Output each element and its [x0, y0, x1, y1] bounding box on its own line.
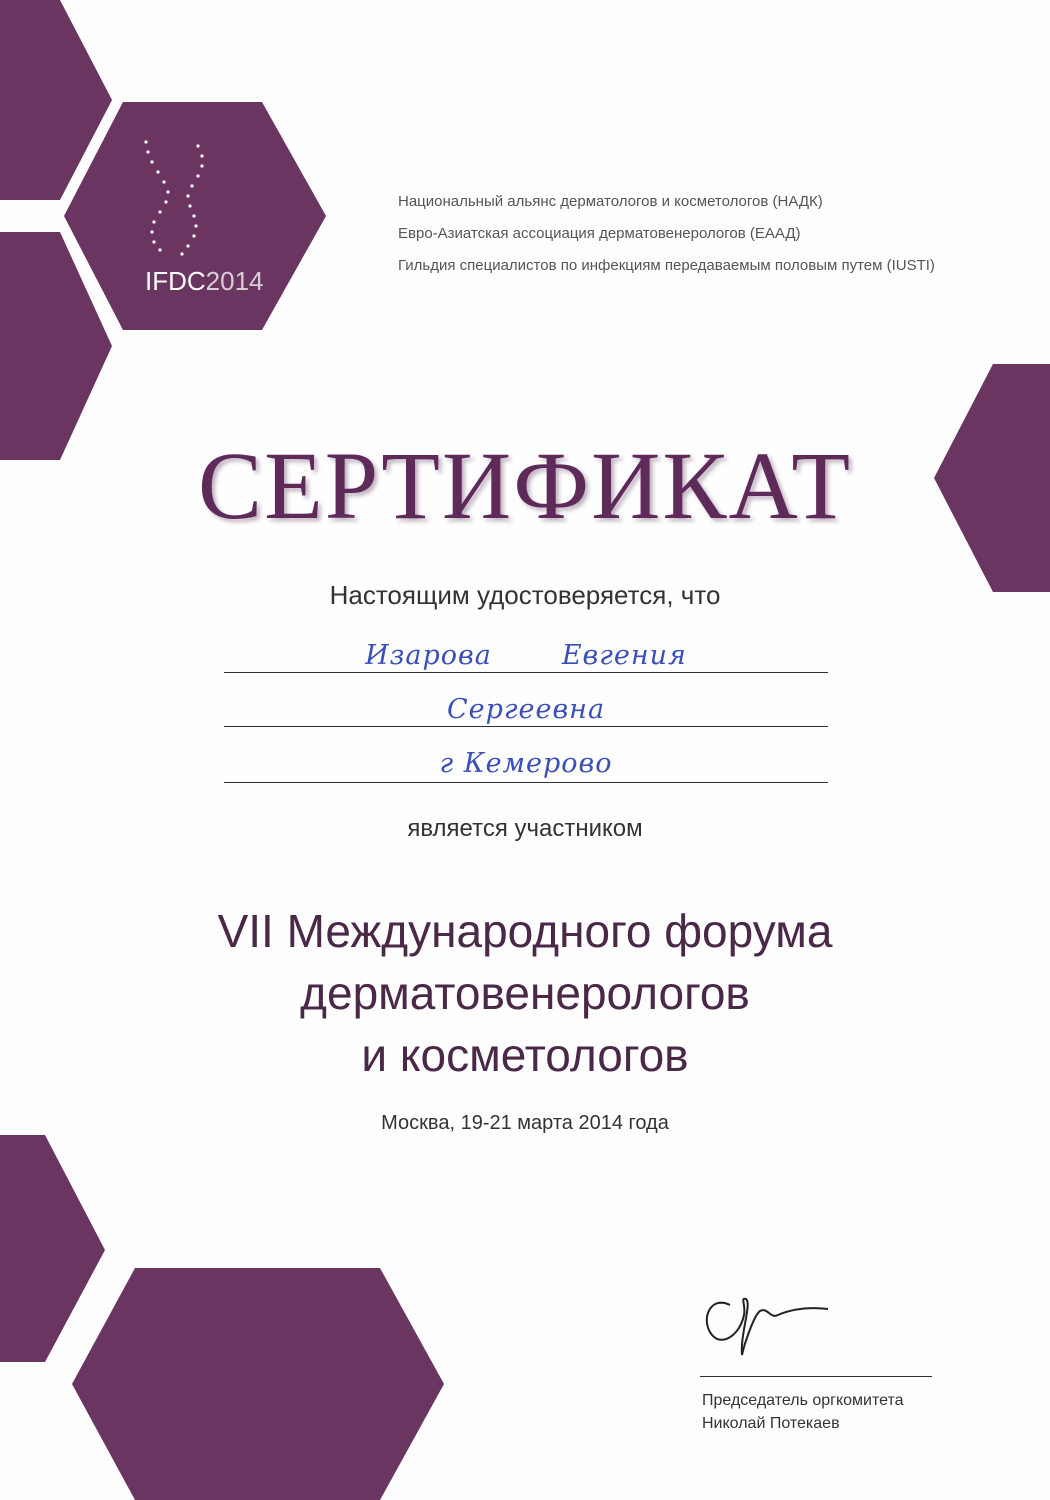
- certify-text: Настоящим удостоверяется, что: [329, 580, 721, 610]
- forum-line-1: VII Международного форума: [217, 905, 833, 957]
- hexagon-bottom-left-small: [0, 1135, 105, 1362]
- organization-item: Евро-Азиатская ассоциация дерматовенерологов (ЕААД): [398, 225, 801, 242]
- logo-text: [145, 266, 264, 297]
- logo-prefix: IFDC: [145, 266, 206, 296]
- forum-line-2: дерматовенерологов: [300, 967, 750, 1019]
- chair-block: [702, 1389, 904, 1435]
- handwritten-full-name-line: [224, 640, 828, 671]
- forum-name: [0, 900, 1050, 1086]
- hexagon-bottom-large: [72, 1268, 444, 1500]
- fill-line-1: [224, 672, 828, 673]
- logo-year: 2014: [205, 266, 264, 296]
- organization-item: Гильдия специалистов по инфекциям передаваемым половым путем (IUSTI): [398, 257, 935, 274]
- organization-item: Национальный альянс дерматологов и косметологов (НАДК): [398, 193, 823, 210]
- signature-line: [700, 1376, 932, 1377]
- certificate-title: СЕРТИФИКАТ: [198, 432, 852, 539]
- fill-line-3: [224, 782, 828, 783]
- fill-line-2: [224, 726, 828, 727]
- handwritten-surname: Изарова: [365, 640, 492, 671]
- participant-text: является участником: [407, 815, 643, 842]
- handwritten-first-name: Евгения: [561, 640, 687, 671]
- handwritten-patronymic: Сергеевна: [446, 694, 606, 725]
- organizations-list: [398, 186, 1018, 282]
- forum-line-3: и косметологов: [361, 1029, 689, 1081]
- chair-name: Николай Потекаев: [702, 1415, 840, 1432]
- signature-icon: [700, 1275, 840, 1365]
- handwritten-city: г Кемерово: [439, 748, 613, 779]
- event-date: Москва, 19-21 марта 2014 года: [381, 1112, 669, 1134]
- ifdc-logo-icon: [138, 136, 218, 266]
- chair-role: Председатель оргкомитета: [702, 1392, 904, 1409]
